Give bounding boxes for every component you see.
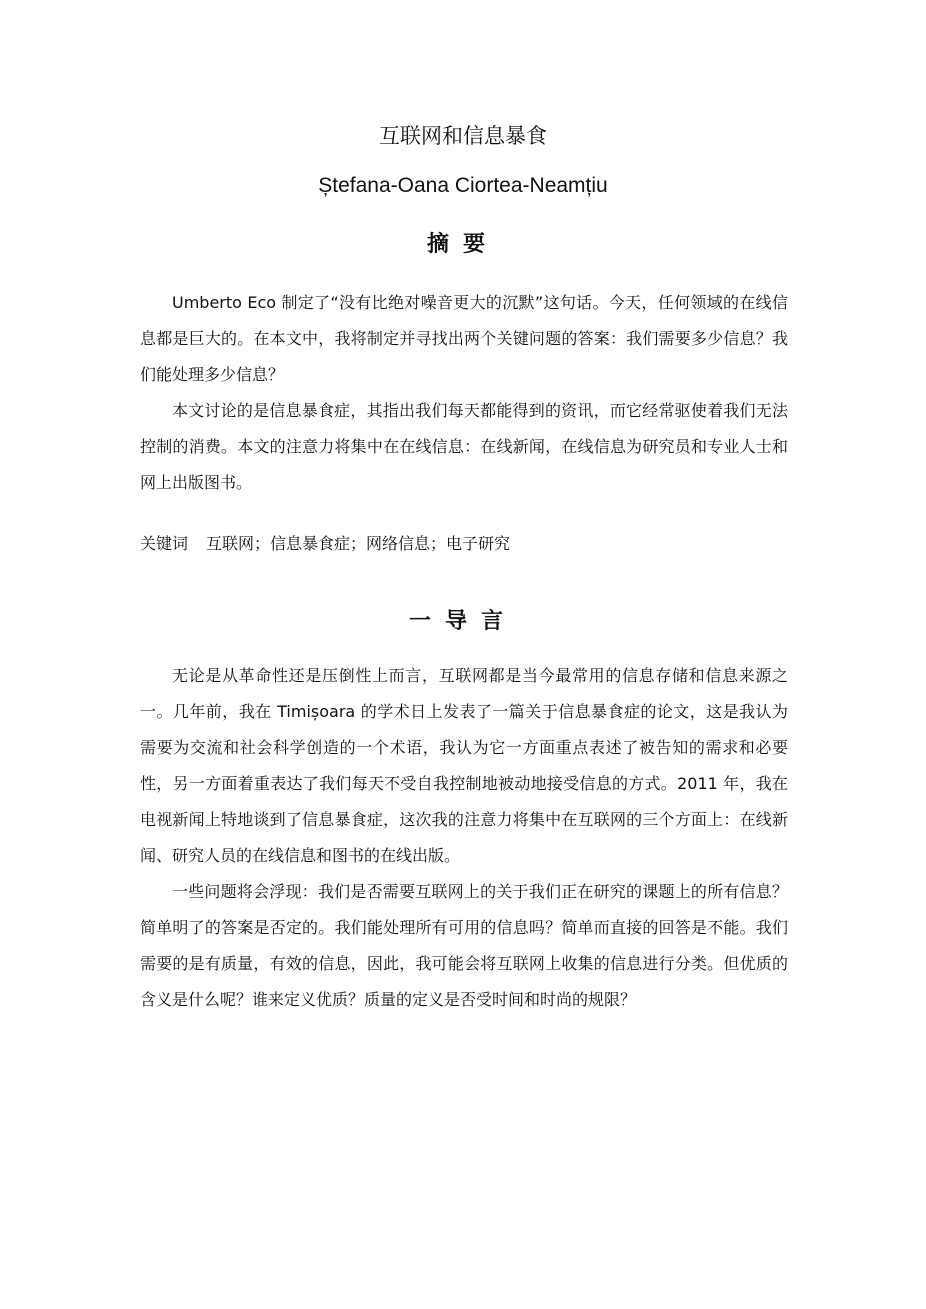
abstract-body <box>140 285 788 501</box>
introduction-heading: 一导言 <box>408 609 517 634</box>
keywords-text: 互联网；信息暴食症；网络信息；电子研究 <box>206 534 511 553</box>
introduction-paragraph: 一些问题将会浮现：我们是否需要互联网上的关于我们正在研究的课题上的所有信息？简单明了的答案是否定的。我们能处理所有可用的信息吗？简单而直接的回答是不能。我们需要的是有质量，有效的信息，因此，我可能会将互联网上收集的信息进行分类。但优质的含义是什么呢？谁来定义优质？质量的定义是否受时间和时尚的规限？ <box>140 882 788 1009</box>
abstract-paragraph: Umberto Eco 制定了“没有比绝对噪音更大的沉默”这句话。今天，任何领域的在线信息都是巨大的。在本文中，我将制定并寻找出两个关键问题的答案：我们需要多少信息？我们能处理多少信息？ <box>140 293 788 384</box>
introduction-paragraph: 无论是从革命性还是压倒性上而言，互联网都是当今最常用的信息存储和信息来源之一。几年前，我在 Timișoara 的学术日上发表了一篇关于信息暴食症的论文，这是我认为需要为交流和社会科学创造的一个术语，我认为它一方面重点表述了被告知的需求和必要性，另一方面着重表达了我们每天不受自我控制地被动地接受信息的方式。2011 年，我在电视新闻上特地谈到了信息暴食症，这次我的注意力将集中在互联网的三个方面上：在线新闻、研究人员的在线信息和图书的在线出版。 <box>140 666 788 865</box>
keywords-line <box>140 526 788 562</box>
abstract-heading: 摘要 <box>426 232 499 257</box>
author-name: Ștefana-Oana Ciortea-Neamțiu <box>318 174 608 197</box>
abstract-paragraph: 本文讨论的是信息暴食症，其指出我们每天都能得到的资讯，而它经常驱使着我们无法控制的消费。本文的注意力将集中在在线信息：在线新闻，在线信息为研究员和专业人士和网上出版图书。 <box>140 401 788 492</box>
introduction-body <box>140 658 788 1018</box>
paper-title: 互联网和信息暴食 <box>379 124 547 148</box>
keywords-label: 关键词 <box>140 534 189 553</box>
